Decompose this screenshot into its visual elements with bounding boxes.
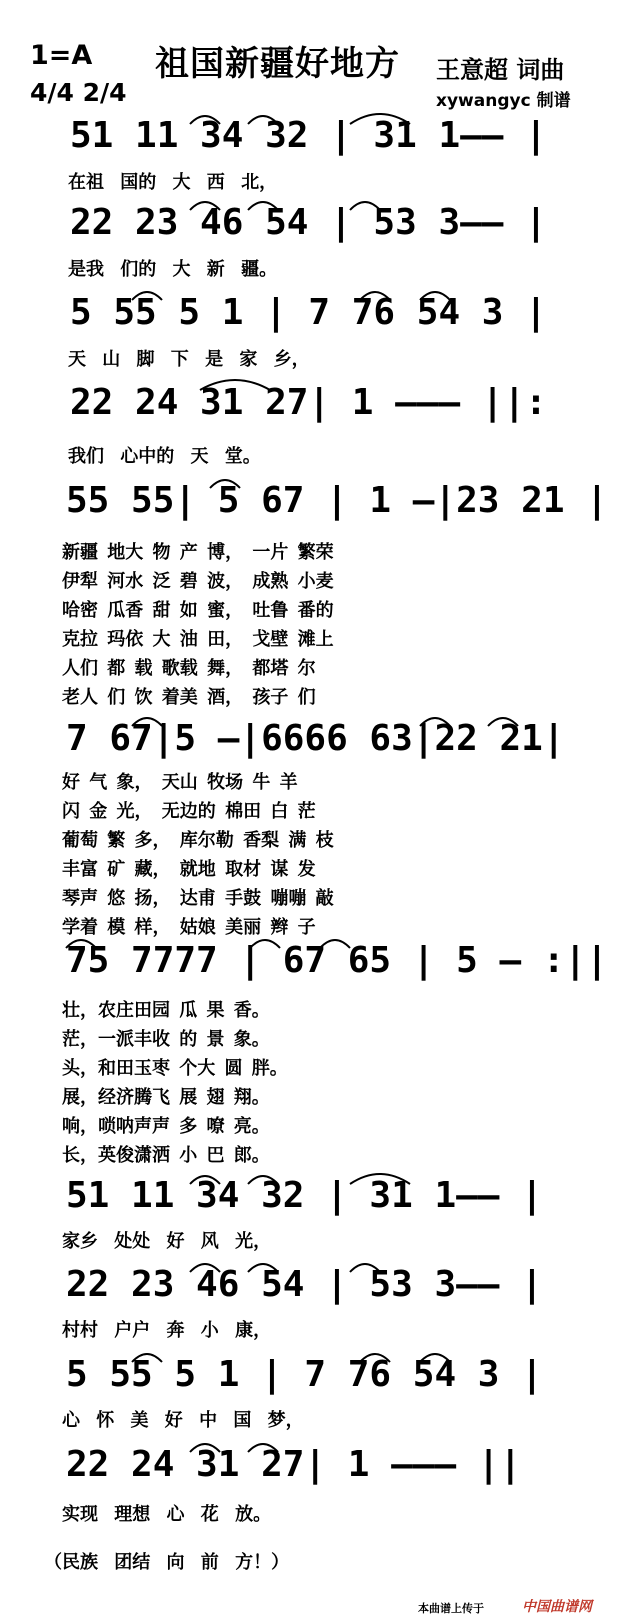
lyric-line-5-verse-6: 老人 们 饮 着美 酒， 孩子 们: [62, 687, 316, 708]
arranger-credit: xywangyc 制谱: [436, 91, 571, 111]
lyric-line-3: 天 山 脚 下 是 家 乡，: [68, 349, 310, 370]
lyric-line-7-verse-5: 响，唢呐声声 多 嘹 亮。: [62, 1116, 270, 1137]
notation-line-6: 7 67|5 —|6666 63|22 21|: [66, 718, 565, 759]
lyric-line-7-verse-6: 长，英俊潇洒 小 巴 郎。: [62, 1145, 270, 1166]
lyric-line-5-verse-5: 人们 都 载 歌载 舞， 都塔 尔: [62, 658, 316, 679]
lyric-line-10: 心 怀 美 好 中 国 梦，: [62, 1410, 304, 1431]
lyric-line-5-verse-1: 新疆 地大 物 产 博， 一片 繁荣: [62, 542, 334, 563]
notation-line-10: 5 55 5 1 | 7 76 54 3 |: [66, 1354, 543, 1395]
notation-line-2: 22 23 46 54 | 53 3—— |: [70, 202, 547, 243]
notation-line-7: 75 7777 | 67 65 | 5 — :||: [66, 940, 608, 981]
notation-line-3: 5 55 5 1 | 7 76 54 3 |: [70, 292, 547, 333]
upload-credit: 本曲谱上传于: [418, 1602, 484, 1615]
time-signature: 4/4 2/4: [30, 78, 127, 107]
lyric-line-5-verse-3: 哈密 瓜香 甜 如 蜜， 吐鲁 番的: [62, 600, 334, 621]
lyric-line-7-verse-2: 茫，一派丰收 的 景 象。: [62, 1029, 270, 1050]
composer-credit: 王意超 词曲: [436, 56, 565, 84]
lyric-line-8: 家乡 处处 好 风 光，: [62, 1231, 272, 1252]
lyric-line-5-verse-4: 克拉 玛依 大 油 田， 戈壁 滩上: [62, 629, 334, 650]
lyric-line-2: 是我 们的 大 新 疆。: [68, 259, 278, 280]
lyric-line-6-verse-5: 琴声 悠 扬， 达甫 手鼓 嘣嘣 敲: [62, 888, 334, 909]
lyric-line-9: 村村 户户 奔 小 康，: [62, 1320, 272, 1341]
lyric-line-7-verse-3: 头，和田玉枣 个大 圆 胖。: [62, 1058, 288, 1079]
lyric-line-6-verse-1: 好 气 象， 天山 牧场 牛 羊: [62, 772, 298, 793]
notation-line-8: 51 11 34 32 | 31 1—— |: [66, 1175, 543, 1216]
lyric-line-1: 在祖 国的 大 西 北，: [68, 172, 278, 193]
lyric-line-6-verse-3: 葡萄 繁 多， 库尔勒 香梨 满 枝: [62, 830, 334, 851]
lyric-line-11: 实现 理想 心 花 放。: [62, 1504, 272, 1525]
notation-line-11: 22 24 31 27| 1 ——— ||: [66, 1444, 522, 1485]
lyric-line-6-verse-4: 丰富 矿 藏， 就地 取材 谋 发: [62, 859, 316, 880]
notation-line-4: 22 24 31 27| 1 ——— ||:: [70, 382, 547, 423]
lyric-line-6-verse-2: 闪 金 光， 无边的 棉田 白 茫: [62, 801, 316, 822]
lyric-line-7-verse-1: 壮，农庄田园 瓜 果 香。: [62, 1000, 270, 1021]
key-signature: 1=A: [30, 40, 93, 71]
lyric-line-11-parenthetical: （民族 团结 向 前 方！）: [44, 1552, 290, 1573]
song-title: 祖国新疆好地方: [155, 44, 400, 84]
lyric-line-6-verse-6: 学着 模 样， 姑娘 美丽 辫 子: [62, 917, 316, 938]
site-logo[interactable]: 中国曲谱网: [522, 1599, 592, 1615]
notation-line-5: 55 55| 5 67 | 1 —|23 21 |: [66, 480, 608, 521]
notation-line-9: 22 23 46 54 | 53 3—— |: [66, 1264, 543, 1305]
lyric-line-7-verse-4: 展，经济腾飞 展 翅 翔。: [62, 1087, 270, 1108]
lyric-line-4: 我们 心中的 天 堂。: [68, 446, 261, 467]
notation-line-1: 51 11 34 32 | 31 1—— |: [70, 115, 547, 156]
lyric-line-5-verse-2: 伊犁 河水 泛 碧 波， 成熟 小麦: [62, 571, 334, 592]
